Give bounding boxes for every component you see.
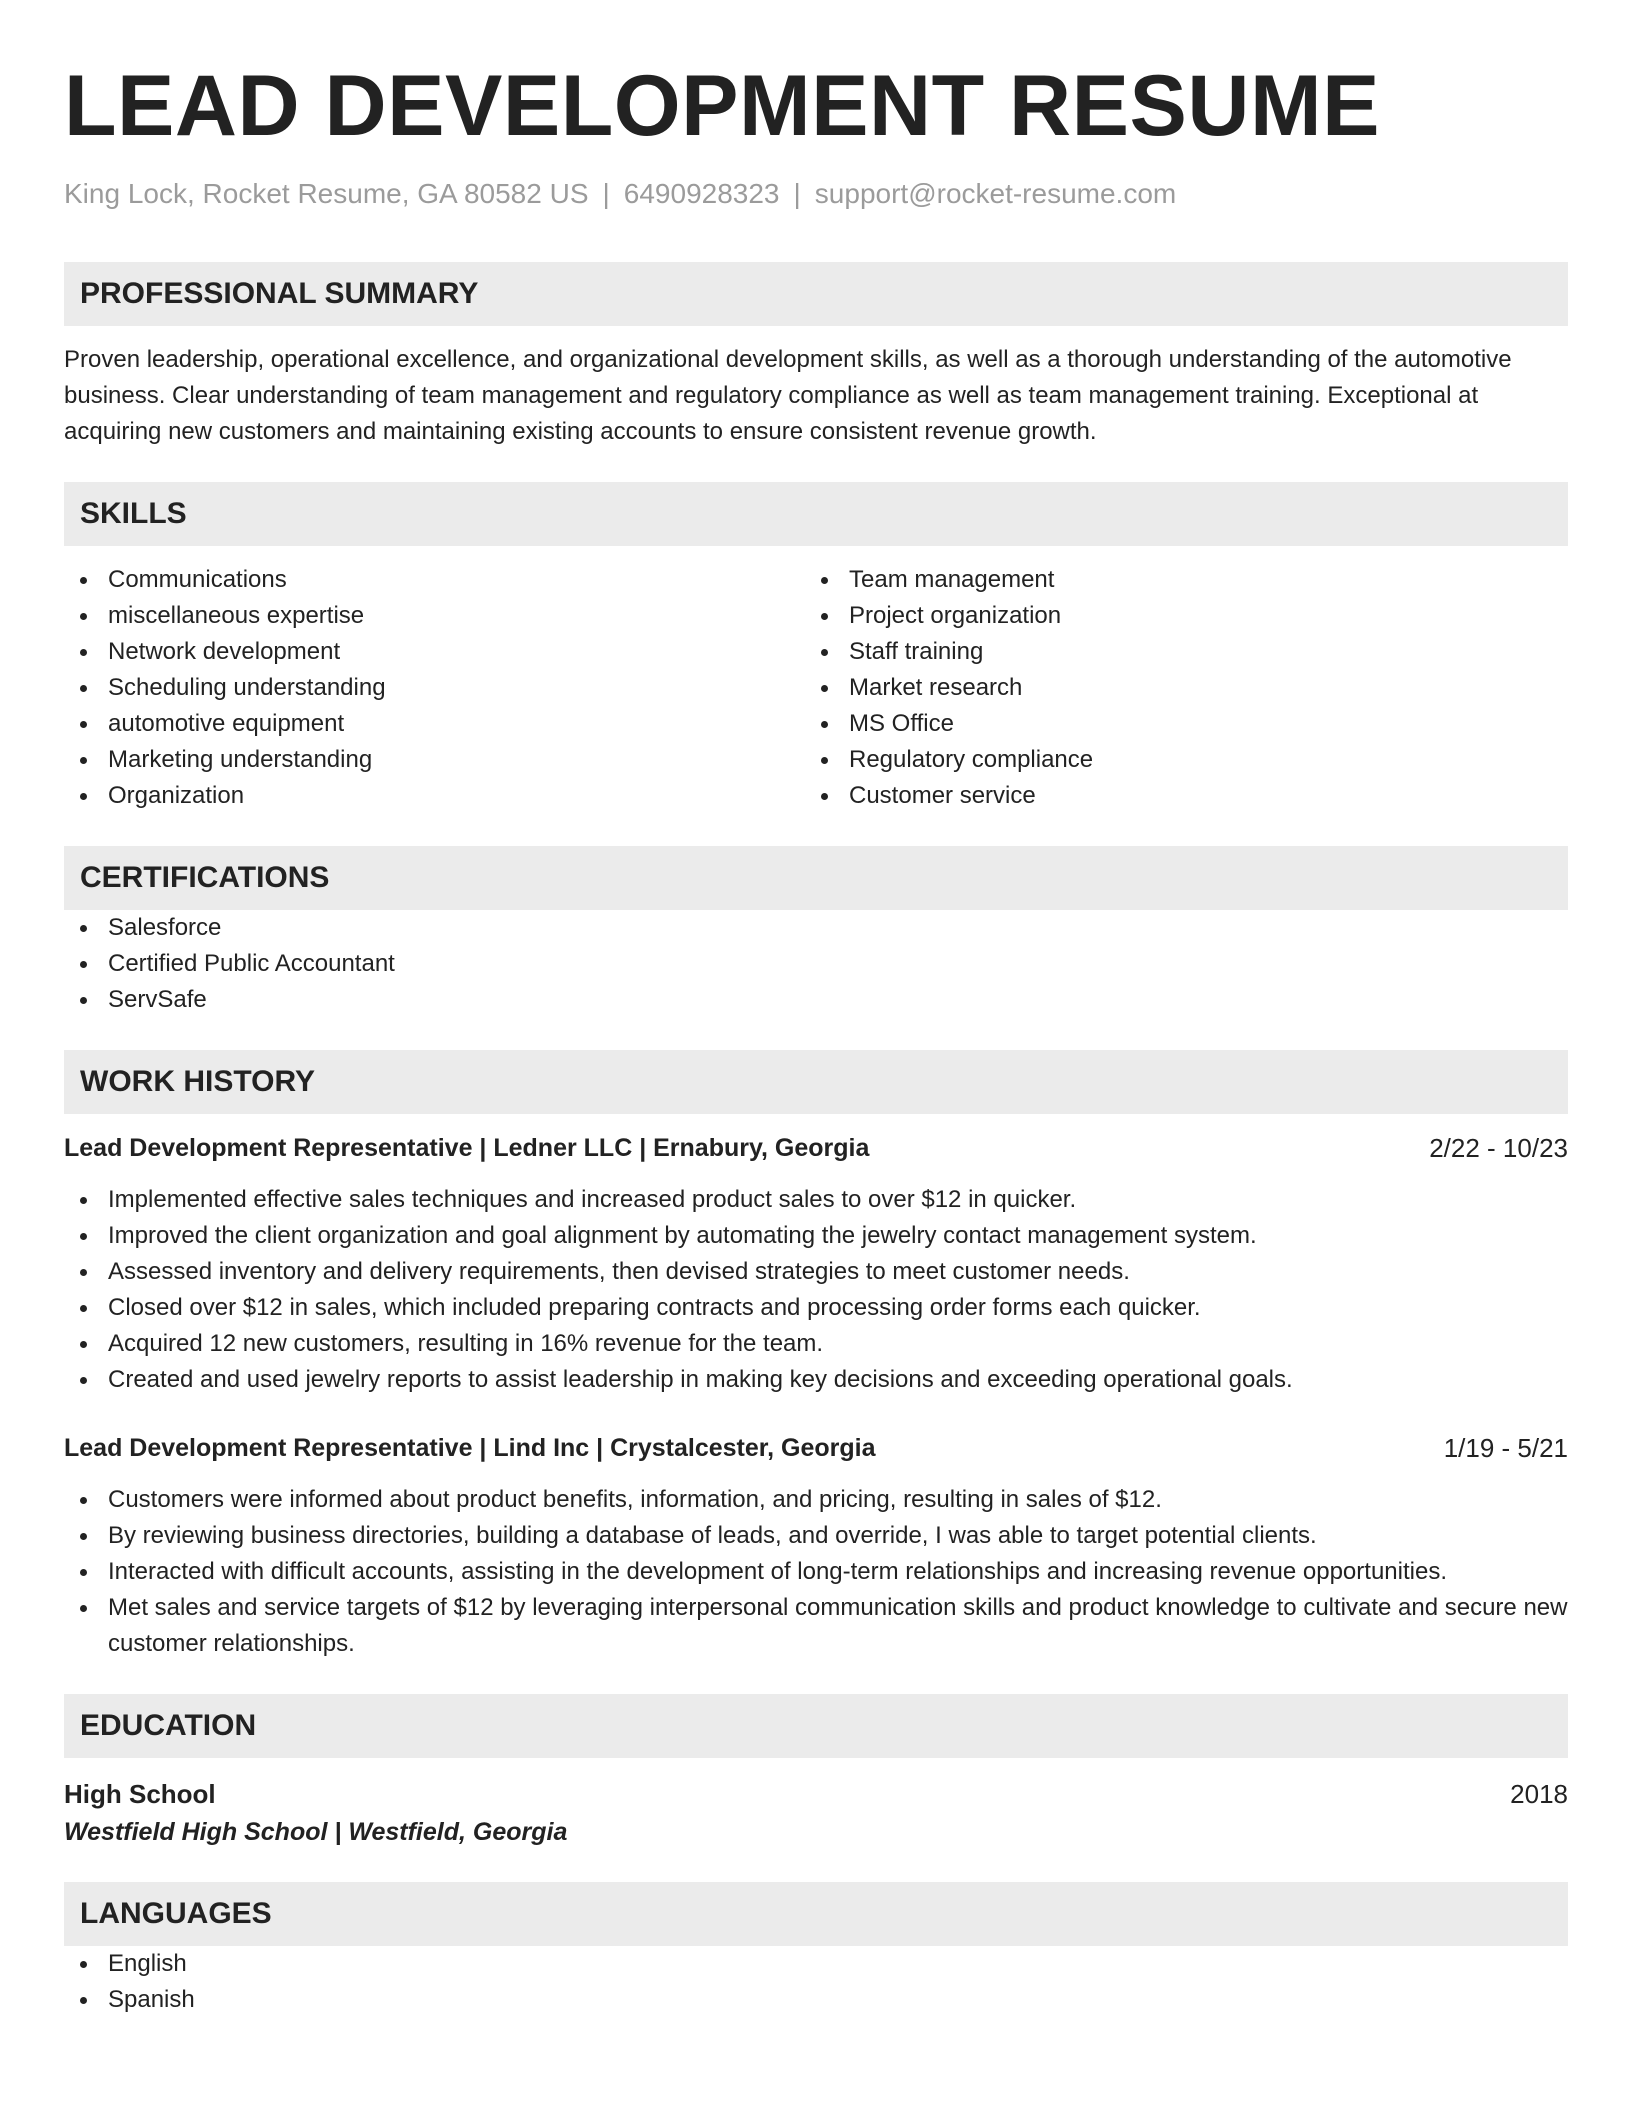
education-heading: EDUCATION — [64, 1694, 1568, 1758]
job-bullet: Improved the client organization and goal alignment by automating the jewelry contact management system. — [64, 1218, 1568, 1254]
summary-text: Proven leadership, operational excellence, and organizational development skills, as well as a thorough understanding of the automotive business. Clear understanding of team management and regulatory compliance as well as team management training. Exceptional at acquiring new customers and maintaining existing accounts to ensure consistent revenue growth. — [64, 346, 1512, 445]
contact-phone: 6490928323 — [623, 178, 780, 209]
certification-item: Certified Public Accountant — [64, 946, 1568, 982]
language-item: Spanish — [64, 1982, 1568, 2018]
job-dates: 2/22 - 10/23 — [1429, 1133, 1568, 1163]
languages-list — [64, 1946, 1568, 2018]
certifications-list — [64, 910, 1568, 1018]
skills-heading: SKILLS — [64, 482, 1568, 546]
skill-item: MS Office — [805, 706, 1546, 742]
skill-item: Marketing understanding — [64, 742, 805, 778]
work-history-heading: WORK HISTORY — [64, 1050, 1568, 1114]
skill-item: Network development — [64, 634, 805, 670]
job-dates: 1/19 - 5/21 — [1443, 1433, 1568, 1463]
education-header — [64, 1774, 1568, 1814]
skill-item: Project organization — [805, 598, 1546, 634]
education-school: Westfield High School | Westfield, Georgia — [64, 1818, 568, 1846]
contact-email: support@rocket-resume.com — [814, 178, 1177, 209]
summary-heading: PROFESSIONAL SUMMARY — [64, 262, 1568, 326]
languages-heading: LANGUAGES — [64, 1882, 1568, 1946]
skill-item: Regulatory compliance — [805, 742, 1546, 778]
skills-list-right — [805, 562, 1546, 814]
skills-list-left — [64, 562, 805, 814]
education-entry — [64, 1774, 1568, 1850]
job-entry — [64, 1430, 1568, 1662]
skill-item: Scheduling understanding — [64, 670, 805, 706]
contact-line — [64, 176, 1568, 212]
contact-separator: | — [793, 178, 801, 209]
job-bullet: By reviewing business directories, building a database of leads, and override, I was able to target potential clients. — [64, 1518, 1568, 1554]
job-bullet: Customers were informed about product benefits, information, and pricing, resulting in sales of $12. — [64, 1482, 1568, 1518]
contact-separator: | — [602, 178, 610, 209]
job-bullet: Assessed inventory and delivery requirements, then devised strategies to meet customer needs. — [64, 1254, 1568, 1290]
job-bullet: Implemented effective sales techniques and increased product sales to over $12 in quicker. — [64, 1182, 1568, 1218]
job-title: Lead Development Representative | Lind Inc | Crystalcester, Georgia — [64, 1434, 876, 1462]
skills-grid — [64, 562, 1568, 814]
language-item: English — [64, 1946, 1568, 1982]
certification-item: ServSafe — [64, 982, 1568, 1018]
skill-item: Team management — [805, 562, 1546, 598]
job-bullet: Met sales and service targets of $12 by leveraging interpersonal communication skills and product knowledge to cultivate and secure new customer relationships. — [64, 1590, 1568, 1662]
job-bullets — [64, 1482, 1568, 1662]
job-header — [64, 1430, 1568, 1466]
skill-item: miscellaneous expertise — [64, 598, 805, 634]
job-bullets — [64, 1182, 1568, 1398]
contact-address: King Lock, Rocket Resume, GA 80582 US — [64, 178, 589, 209]
skill-item: Market research — [805, 670, 1546, 706]
skill-item: automotive equipment — [64, 706, 805, 742]
certification-item: Salesforce — [64, 910, 1568, 946]
education-degree: High School — [64, 1779, 216, 1809]
skill-item: Staff training — [805, 634, 1546, 670]
job-entry — [64, 1130, 1568, 1398]
job-bullet: Acquired 12 new customers, resulting in 16% revenue for the team. — [64, 1326, 1568, 1362]
skill-item: Customer service — [805, 778, 1546, 814]
certifications-heading: CERTIFICATIONS — [64, 846, 1568, 910]
education-year: 2018 — [1510, 1779, 1568, 1809]
job-bullet: Created and used jewelry reports to assist leadership in making key decisions and exceeding operational goals. — [64, 1362, 1568, 1398]
job-bullet: Interacted with difficult accounts, assisting in the development of long-term relationships and increasing revenue opportunities. — [64, 1554, 1568, 1590]
job-bullet: Closed over $12 in sales, which included preparing contracts and processing order forms each quicker. — [64, 1290, 1568, 1326]
skill-item: Organization — [64, 778, 805, 814]
job-title: Lead Development Representative | Ledner LLC | Ernabury, Georgia — [64, 1134, 870, 1162]
skill-item: Communications — [64, 562, 805, 598]
job-header — [64, 1130, 1568, 1166]
resume-title: LEAD DEVELOPMENT RESUME — [64, 58, 1380, 154]
